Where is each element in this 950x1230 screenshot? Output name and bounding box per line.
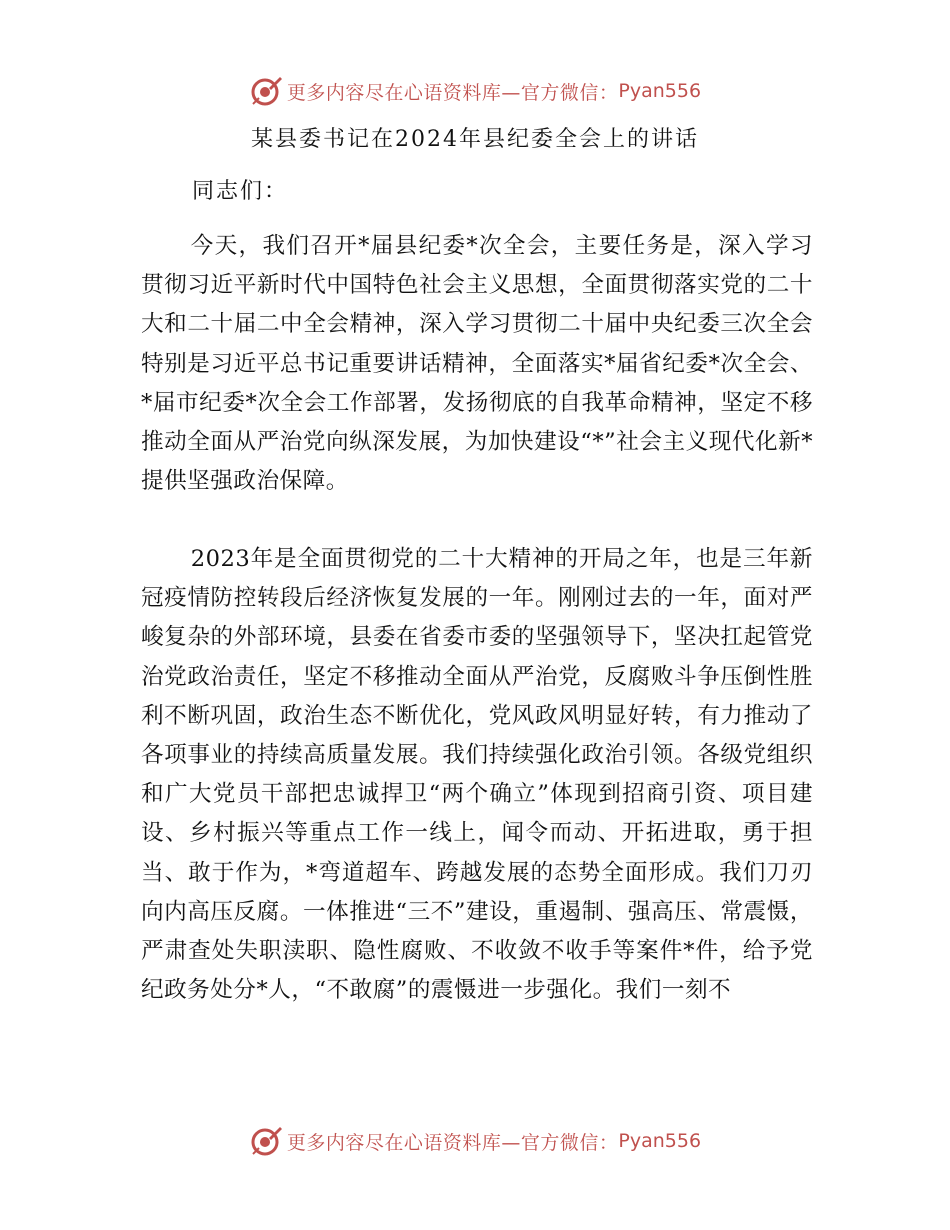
pen-logo-icon [249,74,283,108]
document-title: 某县委书记在2024年县纪委全会上的讲话 [251,127,699,152]
paragraph-1: 今天，我们召开*届县纪委*次全会，主要任务是，深入学习贯彻习近平新时代中国特色社会主义思想，全面贯彻落实党的二十大和二十届二中全会精神，深入学习贯彻二十届中央纪委三次全会特别是习近平总书记重要讲话精神，全面落实*届省纪委*次全会、*届市纪委*次全会工作部署，发扬彻底的自我革命精神，坚定不移推动全面从严治党向纵深发展，为加快建设“*”社会主义现代化新*提供坚强政治保障。 [141,233,813,495]
paragraph-2: 2023年是全面贯彻党的二十大精神的开局之年，也是三年新冠疫情防控转段后经济恢复发展的一年。刚刚过去的一年，面对严峻复杂的外部环境，县委在省委市委的坚强领导下，坚决扛起管党治党政治责任，坚定不移推动全面从严治党，反腐败斗争压倒性胜利不断巩固，政治生态不断优化，党风政风明显好转，有力推动了各项事业的持续高质量发展。我们持续强化政治引领。各级党组织和广大党员干部把忠诚捍卫“两个确立”体现到招商引资、项目建设、乡村振兴等重点工作一线上，闻令而动、开拓进取，勇于担当、敢于作为，*弯道超车、跨越发展的态势全面形成。我们刀刃向内高压反腐。一体推进“三不”建设，重遏制、强高压、常震慑，严肃查处失职渎职、隐性腐败、不收敛不收手等案件*件，给予党纪政务处分*人，“不敢腐”的震慑进一步强化。我们一刻不 [141,546,813,1004]
watermark-text: 更多内容尽在心语资料库—官方微信： [286,1131,619,1154]
watermark-contact: Pyan556 [618,80,702,102]
footer-watermark [0,1124,950,1158]
pen-logo-icon [249,1124,283,1158]
watermark-text: 更多内容尽在心语资料库—官方微信： [286,81,619,104]
watermark-contact: Pyan556 [618,1130,702,1152]
greeting: 同志们： [192,179,289,204]
header-watermark [0,74,950,108]
